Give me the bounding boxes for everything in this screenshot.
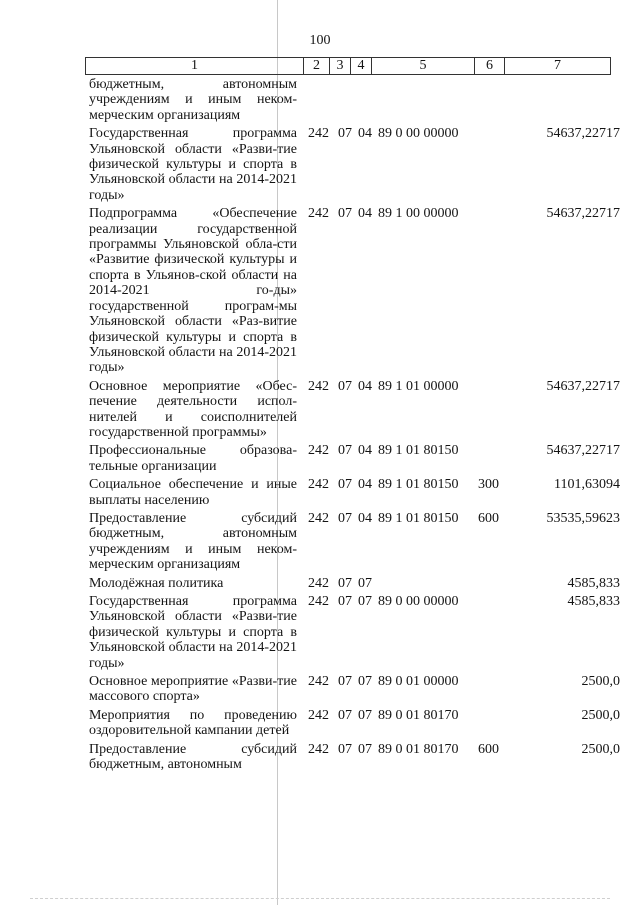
code-gr: 242	[308, 575, 329, 591]
code-rz: 07	[338, 510, 352, 526]
table-row	[89, 126, 620, 203]
row-codes	[308, 477, 620, 492]
header-col-6: 6	[475, 58, 505, 74]
row-codes	[308, 206, 620, 221]
header-col-3: 3	[330, 58, 351, 74]
code-cs: 89 0 01 80170	[378, 741, 459, 757]
code-rz: 07	[338, 206, 352, 222]
table-row	[89, 674, 620, 705]
amount: 54637,22717	[546, 443, 620, 459]
amount: 4585,833	[567, 575, 620, 591]
code-gr: 242	[308, 510, 329, 526]
row-description: Социальное обеспечение и иные выплаты населению	[89, 477, 297, 508]
amount: 54637,22717	[546, 378, 620, 394]
code-pr: 04	[358, 378, 372, 394]
amount: 53535,59623	[546, 510, 620, 526]
code-vr	[478, 576, 510, 591]
code-gr: 242	[308, 477, 329, 493]
code-cs: 89 1 01 80150	[378, 477, 459, 493]
row-description: Подпрограмма «Обеспечение реализации государственной программы Ульяновской обла-сти «Развитие физической культуры и спорта в Ульянов-ской области на 2014-2021 го-ды» государственной програм-мы Ульяновской области «Раз-витие физической культуры и спорта в Ульяновской области на 2014-2021 годы»	[89, 206, 297, 376]
table-header	[85, 57, 611, 75]
row-codes	[308, 594, 620, 609]
code-pr: 04	[358, 510, 372, 526]
row-description: Профессиональные образова-тельные организации	[89, 443, 297, 474]
table-row	[89, 206, 620, 376]
code-vr	[478, 126, 510, 141]
code-rz: 07	[338, 443, 352, 459]
amount: 4585,833	[567, 594, 620, 609]
code-gr: 242	[308, 206, 329, 222]
row-codes	[308, 511, 620, 526]
table-row	[89, 741, 620, 773]
table-row	[89, 443, 620, 474]
row-codes	[308, 126, 620, 141]
header-col-2: 2	[304, 58, 330, 74]
code-pr: 07	[358, 575, 372, 591]
row-codes	[308, 742, 620, 757]
amount: 1101,63094	[554, 477, 620, 493]
code-cs: 89 1 00 00000	[378, 206, 459, 222]
amount: 2500,0	[581, 707, 620, 723]
row-codes	[308, 576, 620, 591]
code-rz: 07	[338, 674, 352, 690]
code-pr: 07	[358, 707, 372, 723]
row-codes	[308, 708, 620, 723]
table-row	[89, 510, 620, 573]
table-row	[89, 575, 620, 591]
row-description: Государственная программа Ульяновской области «Разви-тие физической культуры и спорта в Ульяновской области на 2014-2021 годы»	[89, 594, 297, 671]
code-vr: 600	[478, 510, 499, 526]
code-cs	[378, 576, 478, 591]
row-codes	[308, 379, 620, 394]
code-pr: 04	[358, 206, 372, 222]
code-rz: 07	[338, 575, 352, 591]
code-gr: 242	[308, 378, 329, 394]
amount: 54637,22717	[546, 206, 620, 222]
header-col-5: 5	[372, 58, 475, 74]
code-rz: 07	[338, 126, 352, 142]
code-cs: 89 1 01 80150	[378, 510, 459, 526]
code-pr: 04	[358, 477, 372, 493]
row-description: Молодёжная политика	[89, 575, 224, 591]
table-row	[89, 707, 620, 739]
table-row	[89, 594, 620, 671]
code-gr: 242	[308, 443, 329, 459]
row-description: Основное мероприятие «Обес-печение деятельности испол-нителей и соисполнителей государственной программы»	[89, 378, 297, 440]
code-cs: 89 0 00 00000	[378, 594, 459, 609]
table-row	[89, 378, 620, 441]
row-description: Государственная программа Ульяновской области «Разви-тие физической культуры и спорта в Ульяновской области на 2014-2021 годы»	[89, 126, 297, 203]
code-rz: 07	[338, 741, 352, 757]
code-vr: 300	[478, 477, 499, 493]
page-number: 100	[309, 33, 331, 48]
row-description: Предоставление субсидий бюджетным, автономным	[89, 741, 297, 773]
code-cs: 89 0 01 80170	[378, 707, 459, 723]
code-cs: 89 1 01 80150	[378, 443, 459, 459]
code-gr: 242	[308, 126, 329, 142]
amount: 2500,0	[581, 741, 620, 757]
row-description: Мероприятия по проведению оздоровительной кампании детей	[89, 707, 297, 739]
code-pr: 04	[358, 443, 372, 459]
code-vr: 600	[478, 741, 499, 757]
code-gr: 242	[308, 594, 329, 609]
code-vr	[478, 206, 510, 221]
code-cs: 89 0 00 00000	[378, 126, 459, 142]
code-pr: 07	[358, 674, 372, 690]
code-rz: 07	[338, 378, 352, 394]
code-vr	[478, 674, 510, 689]
row-codes	[308, 443, 620, 458]
code-cs: 89 0 01 00000	[378, 674, 459, 690]
header-col-7: 7	[554, 58, 561, 73]
scan-artifact	[30, 897, 610, 899]
code-vr	[478, 443, 510, 458]
code-rz: 07	[338, 707, 352, 723]
table-row	[89, 477, 620, 508]
code-vr	[478, 379, 510, 394]
code-rz: 07	[338, 477, 352, 493]
row-description: бюджетным, автономным учреждениям и иным неком-мерческим организациям	[89, 77, 297, 123]
row-description: Предоставление субсидий бюджетным, автономным учреждениям и иным неком-мерческим организациям	[89, 510, 297, 573]
code-gr: 242	[308, 741, 329, 757]
table-body	[89, 77, 620, 775]
code-gr: 242	[308, 707, 329, 723]
code-pr: 07	[358, 741, 372, 757]
code-rz: 07	[338, 594, 352, 609]
code-pr: 07	[358, 594, 372, 609]
header-col-4: 4	[351, 58, 372, 74]
table-row	[89, 77, 611, 123]
amount: 54637,22717	[546, 126, 620, 142]
code-pr: 04	[358, 126, 372, 142]
amount: 2500,0	[581, 674, 620, 690]
code-vr	[478, 708, 510, 723]
row-description: Основное мероприятие «Разви-тие массового спорта»	[89, 674, 297, 705]
row-codes	[308, 674, 620, 689]
code-cs: 89 1 01 00000	[378, 378, 459, 394]
header-col-1: 1	[86, 58, 304, 74]
code-gr: 242	[308, 674, 329, 690]
code-vr	[478, 594, 510, 609]
